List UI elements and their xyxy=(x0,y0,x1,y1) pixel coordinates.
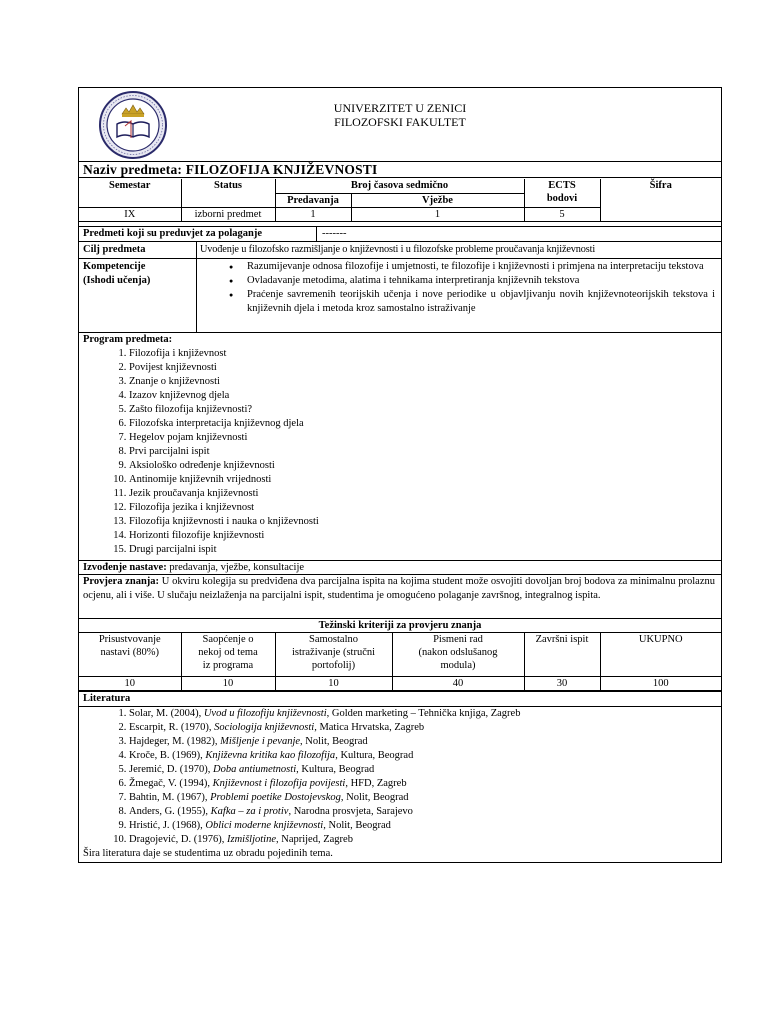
ects-header xyxy=(524,179,600,207)
literature-item xyxy=(129,763,721,777)
criteria-header-line: Saopćenje o xyxy=(202,634,254,645)
semester-header: Semestar xyxy=(79,179,181,207)
literature-publisher: , Nolit, Beograd xyxy=(300,736,368,747)
code-header xyxy=(600,179,721,221)
university-name: UNIVERZITET U ZENICI xyxy=(333,101,467,115)
prerequisites-row xyxy=(79,226,721,241)
literature-title: Izmišljotine xyxy=(226,834,276,845)
course-title-label: Naziv predmeta: xyxy=(83,162,183,177)
literature-publisher: , Naprijed, Zagreb xyxy=(275,834,353,845)
literature-author: Žmegač, V. (1994), xyxy=(129,778,213,789)
status-header: Status xyxy=(181,179,275,207)
literature-item xyxy=(129,749,721,763)
literature-author: Hristić, J. (1968), xyxy=(129,820,206,831)
literature-title: Kafka – za i protiv xyxy=(210,806,289,817)
institution-title xyxy=(79,101,721,129)
literature-item xyxy=(129,819,721,833)
literature-author: Bahtin, M. (1967), xyxy=(129,792,211,803)
program-label: Program predmeta: xyxy=(83,334,173,345)
criteria-value: 100 xyxy=(600,677,721,691)
course-title-value: FILOZOFIJA KNJIŽEVNOSTI xyxy=(185,162,378,177)
criteria-header-line: (nakon odslušanog xyxy=(418,647,498,658)
criteria-header-presentation xyxy=(181,633,275,677)
semester-value: IX xyxy=(79,207,181,221)
criteria-header-line: modula) xyxy=(440,660,476,671)
literature-title: Književna kritika kao filozofija xyxy=(205,750,336,761)
criteria-header-line: nastavi (80%) xyxy=(100,647,160,658)
literature-item xyxy=(129,805,721,819)
prerequisites-label: Predmeti koji su preduvjet za polaganje xyxy=(83,228,262,239)
literature-publisher: , Nolit, Beograd xyxy=(340,792,409,803)
literature-item xyxy=(129,735,721,749)
program-item: 8. Prvi parcijalni ispit xyxy=(129,445,721,459)
exercises-header: Vježbe xyxy=(351,193,524,207)
hours-header: Broj časova sedmično xyxy=(275,179,524,193)
criteria-header-research xyxy=(275,633,392,677)
knowledge-check-label: Provjera znanja: xyxy=(83,576,160,587)
criteria-header-written xyxy=(392,633,524,677)
literature-publisher: , Narodna prosvjeta, Sarajevo xyxy=(288,806,413,817)
literature-author: Kroče, B. (1969), xyxy=(129,750,206,761)
status-value: izborni predmet xyxy=(181,207,275,221)
course-title xyxy=(79,161,721,178)
literature-title: Doba antiumetnosti xyxy=(212,764,297,775)
code-label: Šifra xyxy=(649,180,672,191)
teaching-row xyxy=(79,560,721,574)
competence-item: ● Razumijevanje odnosa filozofije i umjetnosti, te filozofije i književnosti i primjena na interpretaciju tekstova xyxy=(229,260,715,274)
program-item: 14. Horizonti filozofije književnosti xyxy=(129,529,721,543)
literature-publisher: , Kultura, Beograd xyxy=(335,750,414,761)
competences-label-line-2: (Ishodi učenja) xyxy=(83,275,151,286)
criteria-header-line: UKUPNO xyxy=(638,634,683,645)
literature-title: Mišljenje i pevanje xyxy=(220,736,301,747)
literature-publisher: , Kultura, Beograd xyxy=(296,764,375,775)
criteria-value: 40 xyxy=(392,677,524,691)
program-item: 7. Hegelov pojam književnosti xyxy=(129,431,721,445)
criteria-header-line: Prisustvovanje xyxy=(98,634,161,645)
ects-value: 5 xyxy=(524,207,600,221)
program-item: 5. Zašto filozofija književnosti? xyxy=(129,403,721,417)
literature-title: Uvod u filozofiju književnosti xyxy=(203,708,327,719)
prerequisites-value: ------- xyxy=(322,228,347,239)
program-item: 11. Jezik proučavanja književnosti xyxy=(129,487,721,501)
literature-author: Jeremić, D. (1970), xyxy=(129,764,213,775)
goal-label: Cilj predmeta xyxy=(83,244,146,255)
program-item: 3. Znanje o književnosti xyxy=(129,375,721,389)
criteria-header-line: Pismeni rad xyxy=(433,634,483,645)
literature-title: Književnost i filozofija povijesti xyxy=(212,778,346,789)
lectures-value: 1 xyxy=(275,207,351,221)
literature-title: Sociologija književnosti xyxy=(214,722,315,733)
faculty-name: FILOZOFSKI FAKULTET xyxy=(334,115,466,129)
course-syllabus xyxy=(78,87,722,863)
goal-value: Uvođenje u filozofsko razmišljanje o književnosti i u filozofske probleme proučavanja književnosti xyxy=(200,244,596,255)
criteria-value: 10 xyxy=(275,677,392,691)
criteria-header-attendance xyxy=(79,633,181,677)
literature-item xyxy=(129,721,721,735)
document-header xyxy=(79,88,721,162)
program-item: 1. Filozofija i književnost xyxy=(129,347,721,361)
program-item: 13. Filozofija književnosti i nauka o književnosti xyxy=(129,515,721,529)
literature-publisher: , Nolit, Beograd xyxy=(323,820,391,831)
literature-item xyxy=(129,707,721,721)
competences-list xyxy=(196,260,715,316)
program-list xyxy=(79,347,721,557)
literature-title: Oblici moderne književnosti xyxy=(205,820,324,831)
criteria-header-line: iz programa xyxy=(202,660,254,671)
literature-author: Dragojević, D. (1976), xyxy=(129,834,227,845)
exercises-value: 1 xyxy=(351,207,524,221)
literature-author: Escarpit, R. (1970), xyxy=(129,722,215,733)
criteria-header-line: nekoj od tema xyxy=(198,647,258,658)
literature-header xyxy=(79,691,721,705)
knowledge-check-row xyxy=(79,574,721,618)
criteria-title: Težinski kriteriji za provjeru znanja xyxy=(79,618,721,632)
lectures-header: Predavanja xyxy=(275,193,351,207)
course-info-table xyxy=(79,179,721,222)
literature-item xyxy=(129,833,721,847)
competence-item: ● Ovladavanje metodima, alatima i tehnikama interpretiranja književnih tekstova xyxy=(229,274,715,288)
criteria-header-final-exam xyxy=(524,633,600,677)
literature-section xyxy=(79,706,721,861)
criteria-value: 10 xyxy=(79,677,181,691)
program-item: 10. Antinomije književnih vrijednosti xyxy=(129,473,721,487)
competences-row xyxy=(79,258,721,332)
course-goal-row xyxy=(79,241,721,258)
literature-list xyxy=(79,707,721,847)
criteria-header-line: Samostalno xyxy=(309,634,358,645)
criteria-header-line: Završni ispit xyxy=(535,634,589,645)
teaching-label: Izvođenje nastave: xyxy=(83,562,167,573)
criteria-value: 30 xyxy=(524,677,600,691)
teaching-value: predavanja, vježbe, konsultacije xyxy=(169,562,305,573)
literature-publisher: , HFD, Zagreb xyxy=(345,778,407,789)
literature-author: Anders, G. (1955), xyxy=(129,806,211,817)
program-item: 6. Filozofska interpretacija književnog djela xyxy=(129,417,721,431)
criteria-table xyxy=(79,632,721,691)
literature-item xyxy=(129,791,721,805)
program-item: 4. Izazov književnog djela xyxy=(129,389,721,403)
ects-label: ECTS xyxy=(548,180,576,191)
competence-item: ● Praćenje savremenih teorijskih učenja i nove periodike u objavljivanju novih književnoteorijskih tekstova i književnih djela i metoda kroz samostalno istraživanje xyxy=(229,288,715,316)
program-item: 2. Povijest književnosti xyxy=(129,361,721,375)
literature-publisher: , Matica Hrvatska, Zagreb xyxy=(314,722,425,733)
literature-author: Solar, M. (2004), xyxy=(129,708,204,719)
competences-label xyxy=(83,260,150,288)
literature-item xyxy=(129,777,721,791)
criteria-header-line: portofolij) xyxy=(311,660,356,671)
literature-publisher: , Golden marketing – Tehnička knjiga, Zagreb xyxy=(326,708,521,719)
program-item: 15. Drugi parcijalni ispit xyxy=(129,543,721,557)
criteria-header-total xyxy=(600,633,721,677)
program-section xyxy=(79,332,721,560)
literature-author: Hajdeger, M. (1982), xyxy=(129,736,221,747)
knowledge-check-value: U okviru kolegija su predviđena dva parcijalna ispita na kojima student može osvojiti dovoljan broj bodova za minimalnu prolaznu ocjenu, ali i više. U slučaju neizlaženja na parcijalni ispit, studentima je omogućeno polaganje završnog, integralnog ispita. xyxy=(83,576,715,601)
program-item: 12. Filozofija jezika i književnost xyxy=(129,501,721,515)
criteria-value: 10 xyxy=(181,677,275,691)
literature-title: Problemi poetike Dostojevskog xyxy=(210,792,341,803)
literature-note: Šira literatura daje se studentima uz obradu pojedinih tema. xyxy=(83,848,333,859)
ects-label-2: bodovi xyxy=(546,193,578,204)
competences-label-line-1: Kompetencije xyxy=(83,261,146,272)
program-item: 9. Aksiološko određenje književnosti xyxy=(129,459,721,473)
criteria-header-line: istraživanje (stručni xyxy=(291,647,376,658)
literature-label: Literatura xyxy=(83,693,131,704)
